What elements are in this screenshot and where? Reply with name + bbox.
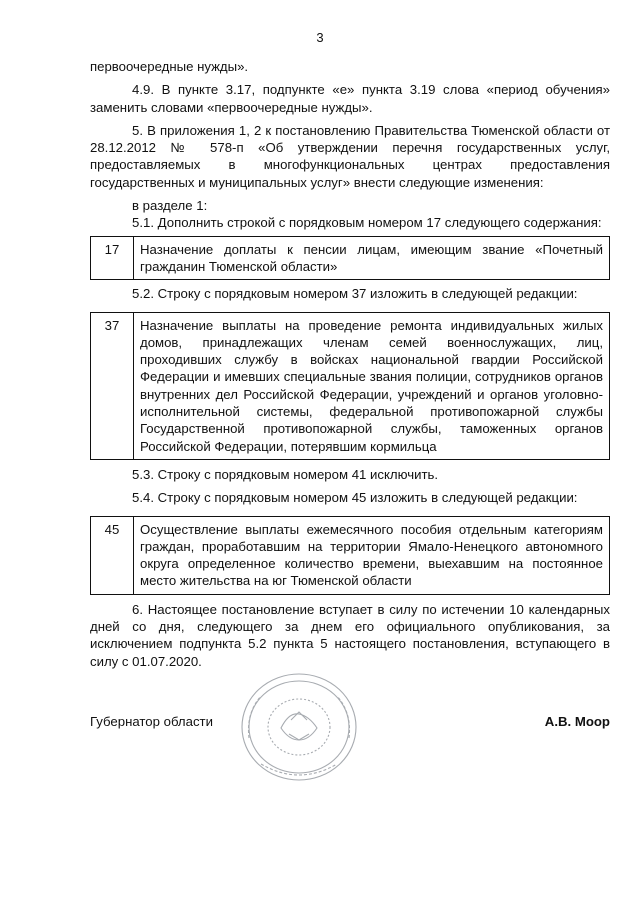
table-row [91, 516, 610, 594]
signatory-role: Губернатор области [90, 714, 213, 729]
row-number: 45 [91, 516, 134, 594]
paragraph-5-3: 5.3. Строку с порядковым номером 41 исключить. [132, 466, 439, 482]
signatory-name: А.В. Моор [544, 714, 610, 729]
row-number: 37 [91, 312, 134, 459]
row-text: Осуществление выплаты ежемесячного пособия отдельным категориям граждан, проработавшим на территории Ямало-Ненецкого автономного округа определенное количество времени, выехавшим на постоянное место жительства на юг Тюменской области [134, 516, 610, 594]
paragraph-5: 5. В приложения 1, 2 к постановлению Правительства Тюменской области от 28.12.2012 № 578-п «Об утверждении перечня государственных услуг, предоставляемых в многофункциональных центрах предоставления государственных и муниципальных услуг» внести следующие изменения: [90, 122, 610, 190]
paragraph-continuation: первоочередные нужды». [90, 59, 249, 74]
paragraph-6: 6. Настоящее постановление вступает в силу по истечении 10 календарных дней со дня, следующего за днем его официального опубликования, за исключением подпункта 5.2 пункта 5 настоящего постановления, вступающего в силу с 01.07.2020. [90, 601, 610, 669]
row-number: 17 [91, 236, 134, 280]
service-row-table-37 [90, 312, 610, 460]
paragraph-5-1: 5.1. Дополнить строкой с порядковым номером 17 следующего содержания: [132, 215, 602, 231]
paragraph-5-4: 5.4. Строку с порядковым номером 45 изложить в следующей редакции: [132, 490, 578, 506]
service-row-table-17 [90, 236, 610, 281]
row-text: Назначение выплаты на проведение ремонта индивидуальных жилых домов, принадлежащих членам семей военнослужащих, лиц, проходивших службу в войсках национальной гвардии Российской Федерации и имевших специальные звания полиции, сотрудников органов внутренних дел Российской Федерации, учреждений и органов уголовно-исполнительной системы, федеральной противопожарной службы Государственной противопожарной службы, таможенных органов Российской Федерации, потерявшим кормильца [134, 312, 610, 459]
official-seal-icon [237, 668, 362, 786]
service-row-table-45 [90, 516, 610, 595]
paragraph-section-1: в разделе 1: [132, 198, 208, 214]
table-row [91, 236, 610, 280]
document-body [90, 58, 610, 670]
paragraph-5-2: 5.2. Строку с порядковым номером 37 изложить в следующей редакции: [132, 286, 578, 302]
table-row [91, 312, 610, 459]
paragraph-4-9: 4.9. В пункте 3.17, подпункте «е» пункта 3.19 слова «период обучения» заменить словами «первоочередные нужды». [90, 82, 610, 115]
row-text: Назначение доплаты к пенсии лицам, имеющим звание «Почетный гражданин Тюменской области» [134, 236, 610, 280]
page-number: 3 [316, 30, 324, 45]
